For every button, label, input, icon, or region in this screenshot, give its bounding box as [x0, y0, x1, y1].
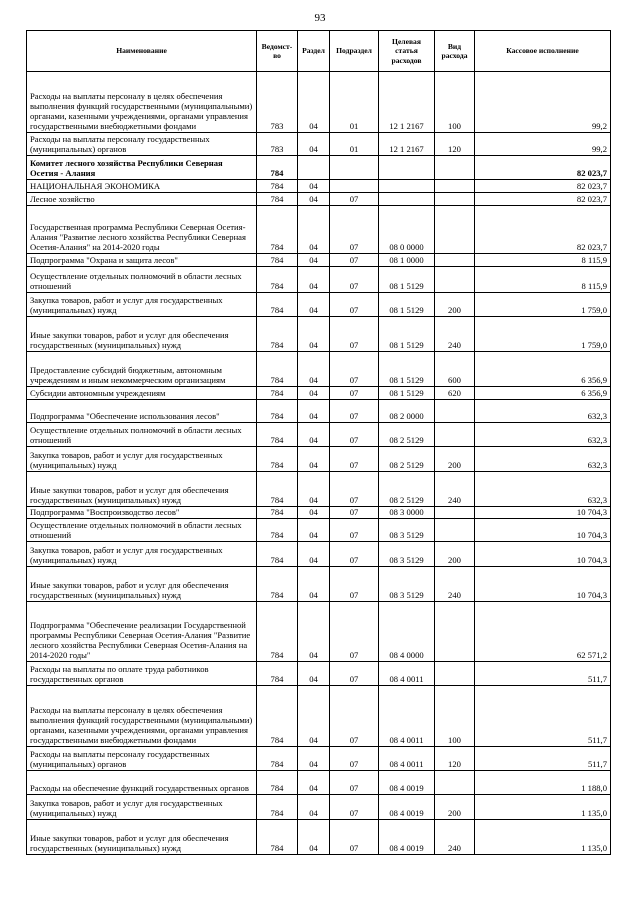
- row-section: 04: [298, 507, 330, 519]
- table-body: [27, 72, 611, 855]
- table-row: [27, 193, 611, 206]
- row-section: 04: [298, 387, 330, 400]
- row-subsection: [330, 180, 379, 193]
- row-expense-type: [435, 507, 475, 519]
- row-section: 04: [298, 472, 330, 507]
- row-subsection: 07: [330, 293, 379, 317]
- row-department: 783: [257, 133, 298, 156]
- table-row: [27, 472, 611, 507]
- table-row: [27, 542, 611, 567]
- row-section: 04: [298, 133, 330, 156]
- row-section: 04: [298, 423, 330, 447]
- table-row: [27, 293, 611, 317]
- row-department: 784: [257, 795, 298, 820]
- row-expense-type: [435, 267, 475, 293]
- row-expense-type: [435, 602, 475, 662]
- table-row: [27, 267, 611, 293]
- row-department: 784: [257, 254, 298, 267]
- row-name: Расходы на обеспечение функций государственных органов: [27, 771, 257, 795]
- header-subsection: Подраздел: [330, 31, 379, 72]
- row-amount: 10 704,3: [475, 542, 611, 567]
- row-department: 784: [257, 771, 298, 795]
- row-name: Иные закупки товаров, работ и услуг для обеспечения государственных (муниципальных) нужд: [27, 317, 257, 352]
- row-name: Иные закупки товаров, работ и услуг для обеспечения государственных (муниципальных) нужд: [27, 472, 257, 507]
- row-subsection: 07: [330, 820, 379, 855]
- row-subsection: 07: [330, 602, 379, 662]
- row-expense-type: 620: [435, 387, 475, 400]
- header-target-article: Целевая статья расходов: [379, 31, 435, 72]
- table-row: [27, 820, 611, 855]
- row-target-article: 08 0 0000: [379, 206, 435, 254]
- expenditure-table: [26, 30, 611, 855]
- row-name: Расходы на выплаты персоналу в целях обеспечения выполнения функций государственными (муниципальными) органами, казенными учреждениями, органами управления государственными внебюджетными фондами: [27, 72, 257, 133]
- row-section: 04: [298, 72, 330, 133]
- row-department: 784: [257, 472, 298, 507]
- row-expense-type: 100: [435, 72, 475, 133]
- header-department: Ведомст-во: [257, 31, 298, 72]
- row-department: 784: [257, 662, 298, 686]
- row-name: Государственная программа Республики Северная Осетия-Алания "Развитие лесного хозяйства Республики Северная Осетия-Алания" на 2014-2020 годы: [27, 206, 257, 254]
- row-name: Иные закупки товаров, работ и услуг для обеспечения государственных (муниципальных) нужд: [27, 567, 257, 602]
- row-target-article: 08 4 0019: [379, 820, 435, 855]
- row-name: Закупка товаров, работ и услуг для государственных (муниципальных) нужд: [27, 795, 257, 820]
- table-row: [27, 507, 611, 519]
- table-row: [27, 400, 611, 423]
- row-expense-type: 120: [435, 747, 475, 771]
- row-amount: 8 115,9: [475, 254, 611, 267]
- row-amount: 82 023,7: [475, 193, 611, 206]
- row-amount: 632,3: [475, 447, 611, 472]
- header-cash-execution: Кассовое исполнение: [475, 31, 611, 72]
- row-name: Расходы на выплаты персоналу государственных (муниципальных) органов: [27, 133, 257, 156]
- row-name: Закупка товаров, работ и услуг для государственных (муниципальных) нужд: [27, 542, 257, 567]
- row-target-article: 08 1 5129: [379, 317, 435, 352]
- row-target-article: 12 1 2167: [379, 133, 435, 156]
- row-subsection: 07: [330, 507, 379, 519]
- row-target-article: 08 2 0000: [379, 400, 435, 423]
- row-expense-type: [435, 771, 475, 795]
- row-target-article: 08 1 5129: [379, 293, 435, 317]
- row-section: 04: [298, 567, 330, 602]
- row-expense-type: 240: [435, 472, 475, 507]
- row-subsection: 07: [330, 267, 379, 293]
- row-subsection: 07: [330, 472, 379, 507]
- row-subsection: 07: [330, 352, 379, 387]
- row-target-article: 08 4 0019: [379, 771, 435, 795]
- row-name: Осуществление отдельных полномочий в области лесных отношений: [27, 519, 257, 542]
- table-row: [27, 423, 611, 447]
- row-amount: 62 571,2: [475, 602, 611, 662]
- row-subsection: 07: [330, 519, 379, 542]
- row-amount: 1 188,0: [475, 771, 611, 795]
- row-subsection: 07: [330, 387, 379, 400]
- table-row: [27, 317, 611, 352]
- row-expense-type: 240: [435, 567, 475, 602]
- row-department: 784: [257, 602, 298, 662]
- row-section: 04: [298, 542, 330, 567]
- row-name: Лесное хозяйство: [27, 193, 257, 206]
- row-target-article: 08 1 5129: [379, 387, 435, 400]
- row-subsection: 07: [330, 447, 379, 472]
- row-department: 784: [257, 747, 298, 771]
- table-header-row: [27, 31, 611, 72]
- row-department: 784: [257, 317, 298, 352]
- row-expense-type: [435, 400, 475, 423]
- row-target-article: 08 3 5129: [379, 567, 435, 602]
- row-expense-type: 200: [435, 447, 475, 472]
- row-section: 04: [298, 206, 330, 254]
- row-subsection: 07: [330, 686, 379, 747]
- row-amount: 99,2: [475, 72, 611, 133]
- row-expense-type: 200: [435, 795, 475, 820]
- row-amount: 632,3: [475, 472, 611, 507]
- row-expense-type: [435, 254, 475, 267]
- row-amount: 1 135,0: [475, 795, 611, 820]
- row-department: 784: [257, 542, 298, 567]
- row-department: 784: [257, 400, 298, 423]
- row-expense-type: [435, 662, 475, 686]
- table-row: [27, 602, 611, 662]
- row-expense-type: 120: [435, 133, 475, 156]
- row-expense-type: 240: [435, 317, 475, 352]
- row-section: 04: [298, 293, 330, 317]
- row-section: 04: [298, 820, 330, 855]
- row-section: 04: [298, 317, 330, 352]
- row-name: Осуществление отдельных полномочий в области лесных отношений: [27, 267, 257, 293]
- row-department: 784: [257, 156, 298, 180]
- row-name: Комитет лесного хозяйства Республики Северная Осетия - Алания: [27, 156, 257, 180]
- row-section: 04: [298, 352, 330, 387]
- row-name: Подпрограмма "Обеспечение использования лесов": [27, 400, 257, 423]
- row-department: 784: [257, 387, 298, 400]
- row-department: 784: [257, 423, 298, 447]
- row-department: 784: [257, 206, 298, 254]
- row-target-article: 08 4 0000: [379, 602, 435, 662]
- row-expense-type: 600: [435, 352, 475, 387]
- row-section: 04: [298, 400, 330, 423]
- row-section: 04: [298, 602, 330, 662]
- row-subsection: 07: [330, 747, 379, 771]
- row-target-article: 08 4 0019: [379, 795, 435, 820]
- row-target-article: 08 2 5129: [379, 472, 435, 507]
- row-target-article: 08 3 0000: [379, 507, 435, 519]
- row-amount: 82 023,7: [475, 156, 611, 180]
- row-amount: 632,3: [475, 423, 611, 447]
- row-section: [298, 156, 330, 180]
- row-subsection: 07: [330, 542, 379, 567]
- row-name: Расходы на выплаты персоналу в целях обеспечения выполнения функций государственными (муниципальными) органами, казенными учреждениями, органами управления государственными внебюджетными фондами: [27, 686, 257, 747]
- table-row: [27, 662, 611, 686]
- row-section: 04: [298, 447, 330, 472]
- row-target-article: [379, 193, 435, 206]
- row-department: 784: [257, 352, 298, 387]
- row-amount: 1 759,0: [475, 317, 611, 352]
- row-target-article: 08 2 5129: [379, 447, 435, 472]
- table-row: [27, 387, 611, 400]
- row-target-article: [379, 180, 435, 193]
- row-target-article: 08 3 5129: [379, 542, 435, 567]
- row-subsection: 07: [330, 317, 379, 352]
- row-name: Осуществление отдельных полномочий в области лесных отношений: [27, 423, 257, 447]
- row-amount: 8 115,9: [475, 267, 611, 293]
- row-section: 04: [298, 747, 330, 771]
- table-row: [27, 72, 611, 133]
- table-row: [27, 747, 611, 771]
- row-subsection: 07: [330, 400, 379, 423]
- row-target-article: 08 4 0011: [379, 686, 435, 747]
- row-department: 784: [257, 820, 298, 855]
- row-subsection: [330, 156, 379, 180]
- row-target-article: 08 4 0011: [379, 747, 435, 771]
- row-department: 784: [257, 193, 298, 206]
- table-row: [27, 567, 611, 602]
- table-row: [27, 447, 611, 472]
- row-subsection: 07: [330, 795, 379, 820]
- row-section: 04: [298, 686, 330, 747]
- table-row: [27, 771, 611, 795]
- row-section: 04: [298, 254, 330, 267]
- page-number: 93: [314, 12, 326, 24]
- row-expense-type: 200: [435, 542, 475, 567]
- row-section: 04: [298, 180, 330, 193]
- row-subsection: 01: [330, 72, 379, 133]
- row-name: Предоставление субсидий бюджетным, автономным учреждениям и иным некоммерческим организациям: [27, 352, 257, 387]
- row-expense-type: 200: [435, 293, 475, 317]
- table-row: [27, 352, 611, 387]
- table-row: [27, 133, 611, 156]
- row-amount: 511,7: [475, 686, 611, 747]
- header-section: Раздел: [298, 31, 330, 72]
- row-subsection: 07: [330, 206, 379, 254]
- row-name: Подпрограмма "Воспроизводство лесов": [27, 507, 257, 519]
- row-amount: 10 704,3: [475, 567, 611, 602]
- row-expense-type: 240: [435, 820, 475, 855]
- row-name: Иные закупки товаров, работ и услуг для обеспечения государственных (муниципальных) нужд: [27, 820, 257, 855]
- header-name: Наименование: [27, 31, 257, 72]
- row-name: Подпрограмма "Обеспечение реализации Государственной программы Республики Северная Осетия-Алания "Развитие лесного хозяйства Республики Северная Осетия-Алания на 2014-2020 годы": [27, 602, 257, 662]
- row-expense-type: [435, 156, 475, 180]
- row-subsection: 07: [330, 193, 379, 206]
- row-target-article: 08 1 5129: [379, 352, 435, 387]
- row-name: Закупка товаров, работ и услуг для государственных (муниципальных) нужд: [27, 447, 257, 472]
- row-subsection: 07: [330, 423, 379, 447]
- row-target-article: 08 4 0011: [379, 662, 435, 686]
- header-expense-type: Вид расхода: [435, 31, 475, 72]
- row-amount: 10 704,3: [475, 507, 611, 519]
- row-amount: 82 023,7: [475, 180, 611, 193]
- row-name: Расходы на выплаты по оплате труда работников государственных органов: [27, 662, 257, 686]
- row-department: 784: [257, 686, 298, 747]
- row-section: 04: [298, 193, 330, 206]
- row-target-article: 08 1 5129: [379, 267, 435, 293]
- row-department: 784: [257, 267, 298, 293]
- table-row: [27, 156, 611, 180]
- row-section: 04: [298, 267, 330, 293]
- row-subsection: 07: [330, 771, 379, 795]
- row-amount: 632,3: [475, 400, 611, 423]
- row-name: Расходы на выплаты персоналу государственных (муниципальных) органов: [27, 747, 257, 771]
- row-expense-type: [435, 206, 475, 254]
- row-amount: 6 356,9: [475, 352, 611, 387]
- table-row: [27, 254, 611, 267]
- row-section: 04: [298, 795, 330, 820]
- table-row: [27, 180, 611, 193]
- row-target-article: 08 2 5129: [379, 423, 435, 447]
- row-section: 04: [298, 662, 330, 686]
- row-section: 04: [298, 771, 330, 795]
- row-department: 783: [257, 72, 298, 133]
- row-department: 784: [257, 507, 298, 519]
- row-subsection: 07: [330, 254, 379, 267]
- row-name: НАЦИОНАЛЬНАЯ ЭКОНОМИКА: [27, 180, 257, 193]
- row-subsection: 07: [330, 567, 379, 602]
- row-amount: 1 135,0: [475, 820, 611, 855]
- row-expense-type: [435, 519, 475, 542]
- row-amount: 511,7: [475, 747, 611, 771]
- row-target-article: 08 3 5129: [379, 519, 435, 542]
- row-amount: 82 023,7: [475, 206, 611, 254]
- row-department: 784: [257, 180, 298, 193]
- row-department: 784: [257, 567, 298, 602]
- row-expense-type: [435, 423, 475, 447]
- row-amount: 10 704,3: [475, 519, 611, 542]
- row-name: Закупка товаров, работ и услуг для государственных (муниципальных) нужд: [27, 293, 257, 317]
- row-amount: 511,7: [475, 662, 611, 686]
- row-target-article: 12 1 2167: [379, 72, 435, 133]
- row-department: 784: [257, 293, 298, 317]
- row-target-article: [379, 156, 435, 180]
- row-department: 784: [257, 519, 298, 542]
- row-name: Субсидии автономным учреждениям: [27, 387, 257, 400]
- row-expense-type: 100: [435, 686, 475, 747]
- row-amount: 6 356,9: [475, 387, 611, 400]
- row-subsection: 07: [330, 662, 379, 686]
- row-amount: 1 759,0: [475, 293, 611, 317]
- row-name: Подпрограмма "Охрана и защита лесов": [27, 254, 257, 267]
- table-row: [27, 795, 611, 820]
- table-row: [27, 686, 611, 747]
- row-target-article: 08 1 0000: [379, 254, 435, 267]
- row-expense-type: [435, 193, 475, 206]
- row-expense-type: [435, 180, 475, 193]
- row-department: 784: [257, 447, 298, 472]
- table-row: [27, 519, 611, 542]
- row-section: 04: [298, 519, 330, 542]
- row-amount: 99,2: [475, 133, 611, 156]
- row-subsection: 01: [330, 133, 379, 156]
- table-row: [27, 206, 611, 254]
